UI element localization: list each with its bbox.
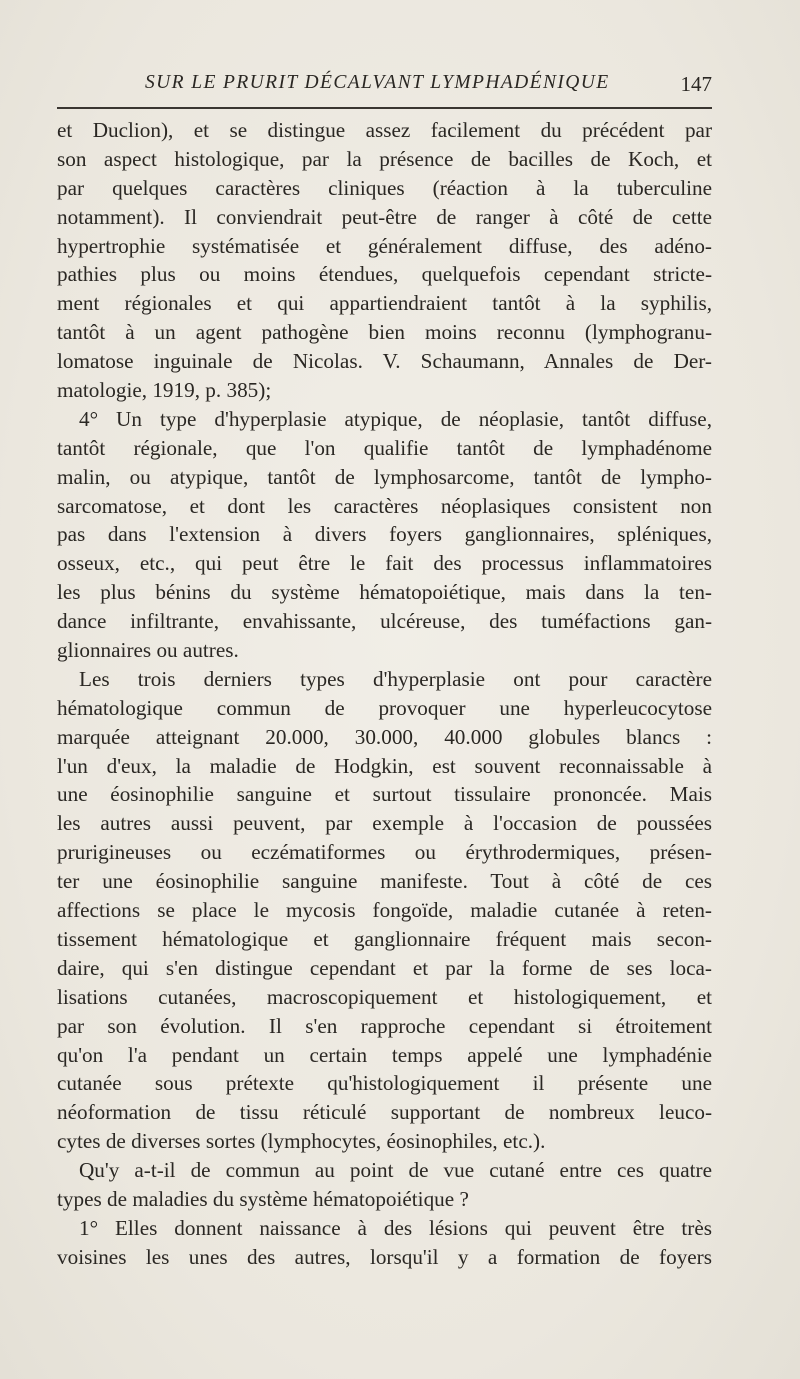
text-line: 1° Elles donnent naissance à des lésions qui peuvent être très xyxy=(79,1215,712,1240)
text-line: une éosinophilie sanguine et surtout tissulaire prononcée. Mais xyxy=(57,782,712,807)
text-line: cutanée sous prétexte qu'histologiquement il présente une xyxy=(57,1071,712,1096)
text-line: sarcomatose, et dont les caractères néoplasiques consistent non xyxy=(57,493,712,518)
text-line: son aspect histologique, par la présence de bacilles de Koch, et xyxy=(57,146,712,171)
text-line: hématologique commun de provoquer une hyperleucocytose xyxy=(57,695,712,720)
text-line: Les trois derniers types d'hyperplasie ont pour caractère xyxy=(79,666,712,691)
text-line: par quelques caractères cliniques (réaction à la tuberculine xyxy=(57,175,712,200)
text-line: par son évolution. Il s'en rapproche cependant si étroitement xyxy=(57,1013,712,1038)
page-header xyxy=(57,72,712,102)
text-line: glionnaires ou autres. xyxy=(57,638,239,663)
text-line: ter une éosinophilie sanguine manifeste. Tout à côté de ces xyxy=(57,869,712,894)
text-line: types de maladies du système hématopoiétique ? xyxy=(57,1186,469,1211)
text-line: pathies plus ou moins étendues, quelquefois cependant stricte- xyxy=(57,262,712,287)
page-number: 147 xyxy=(680,72,712,96)
text-line: voisines les unes des autres, lorsqu'il y a formation de foyers xyxy=(57,1244,712,1269)
text-line: pas dans l'extension à divers foyers ganglionnaires, spléniques, xyxy=(57,522,712,547)
text-line: prurigineuses ou eczématiformes ou érythrodermiques, présen- xyxy=(57,840,712,865)
header-rule xyxy=(57,107,712,109)
text-line: tantôt régionale, que l'on qualifie tantôt de lymphadénome xyxy=(57,435,712,460)
text-line: néoformation de tissu réticulé supportant de nombreux leuco- xyxy=(57,1100,712,1125)
text-line: hypertrophie systématisée et généralement diffuse, des adéno- xyxy=(57,233,712,258)
text-line: osseux, etc., qui peut être le fait des processus inflammatoires xyxy=(57,551,712,576)
text-line: cytes de diverses sortes (lymphocytes, éosinophiles, etc.). xyxy=(57,1129,546,1154)
text-line: les autres aussi peuvent, par exemple à l'occasion de poussées xyxy=(57,811,712,836)
text-line: matologie, 1919, p. 385); xyxy=(57,378,272,403)
text-line: 4° Un type d'hyperplasie atypique, de néoplasie, tantôt diffuse, xyxy=(79,406,712,431)
body-text xyxy=(57,116,712,1272)
text-line: daire, qui s'en distingue cependant et par la forme de ses loca- xyxy=(57,955,712,980)
text-line: ment régionales et qui appartiendraient tantôt à la syphilis, xyxy=(57,291,712,316)
text-line: Qu'y a-t-il de commun au point de vue cutané entre ces quatre xyxy=(79,1158,712,1183)
running-title: SUR LE PRURIT DÉCALVANT LYMPHADÉNIQUE xyxy=(145,72,610,93)
text-line: lomatose inguinale de Nicolas. V. Schaumann, Annales de Der- xyxy=(57,349,712,374)
text-line: marquée atteignant 20.000, 30.000, 40.000 globules blancs : xyxy=(57,724,712,749)
text-line: affections se place le mycosis fongoïde, maladie cutanée à reten- xyxy=(57,898,712,923)
text-line: tantôt à un agent pathogène bien moins reconnu (lymphogranu- xyxy=(57,320,712,345)
text-line: les plus bénins du système hématopoiétique, mais dans la ten- xyxy=(57,580,712,605)
text-line: et Duclion), et se distingue assez facilement du précédent par xyxy=(57,118,712,142)
text-line: notamment). Il conviendrait peut-être de ranger à côté de cette xyxy=(57,204,712,229)
text-line: tissement hématologique et ganglionnaire fréquent mais secon- xyxy=(57,926,712,951)
text-line: qu'on l'a pendant un certain temps appelé une lymphadénie xyxy=(57,1042,712,1067)
text-line: dance infiltrante, envahissante, ulcéreuse, des tuméfactions gan- xyxy=(57,609,712,634)
text-line: malin, ou atypique, tantôt de lymphosarcome, tantôt de lympho- xyxy=(57,464,712,489)
text-line: lisations cutanées, macroscopiquement et histologiquement, et xyxy=(57,984,712,1009)
text-line: l'un d'eux, la maladie de Hodgkin, est souvent reconnaissable à xyxy=(57,753,712,778)
